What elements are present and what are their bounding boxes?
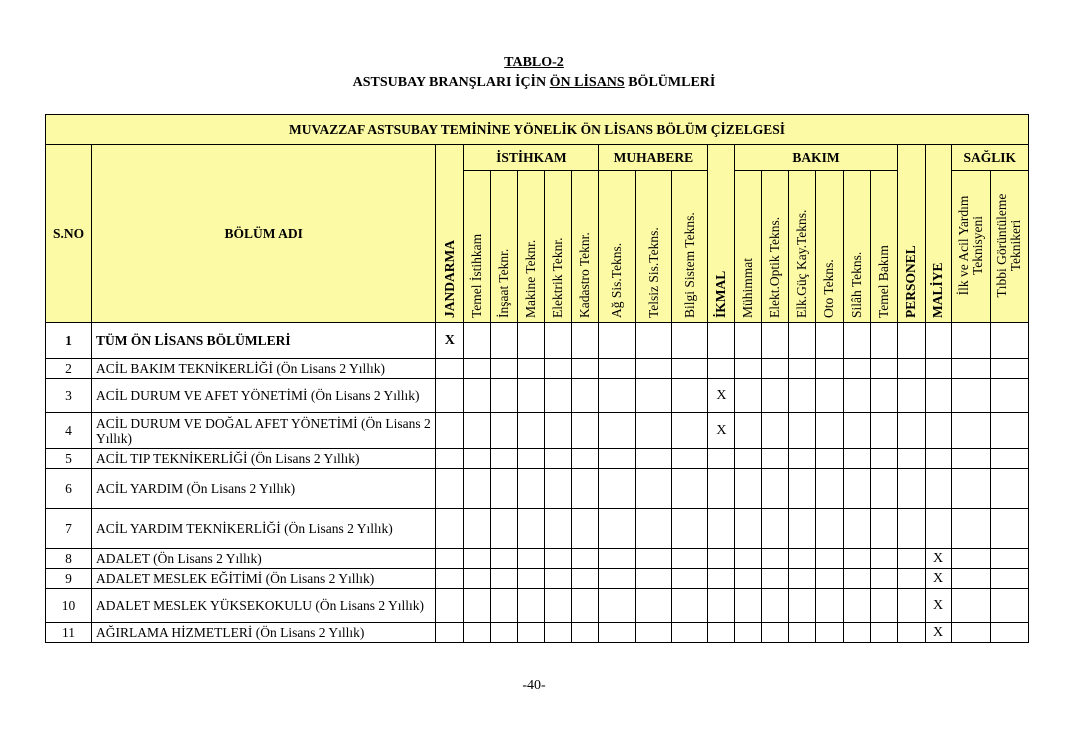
empty-cell (464, 379, 491, 413)
table-row (46, 449, 1029, 469)
empty-cell (951, 549, 990, 569)
empty-cell (545, 323, 572, 359)
empty-cell (636, 379, 672, 413)
empty-cell (518, 623, 545, 643)
empty-cell (951, 569, 990, 589)
empty-cell (436, 379, 464, 413)
empty-cell (925, 469, 951, 509)
subcol-header: Temel İstihkam (464, 171, 491, 323)
empty-cell (789, 469, 816, 509)
empty-cell (951, 449, 990, 469)
mark-cell: X (925, 569, 951, 589)
mark-cell: X (708, 379, 735, 413)
subcol-header: İnşaat Teknr. (491, 171, 518, 323)
empty-cell (636, 549, 672, 569)
empty-cell (789, 449, 816, 469)
table-row (46, 589, 1029, 623)
table-row (46, 569, 1029, 589)
empty-cell (545, 589, 572, 623)
empty-cell (464, 549, 491, 569)
empty-cell (816, 509, 843, 549)
row-number: 4 (46, 413, 92, 449)
subcol-header: Temel Bakım (870, 171, 897, 323)
maliye-header: MALİYE (925, 145, 951, 323)
empty-cell (672, 549, 708, 569)
empty-cell (897, 469, 925, 509)
empty-cell (762, 413, 789, 449)
empty-cell (672, 623, 708, 643)
empty-cell (870, 323, 897, 359)
empty-cell (518, 359, 545, 379)
empty-cell (436, 509, 464, 549)
empty-cell (518, 413, 545, 449)
page-number: -40- (522, 678, 546, 693)
empty-cell (789, 569, 816, 589)
empty-cell (870, 569, 897, 589)
empty-cell (951, 623, 990, 643)
empty-cell (708, 549, 735, 569)
empty-cell (951, 469, 990, 509)
empty-cell (464, 413, 491, 449)
empty-cell (990, 359, 1028, 379)
empty-cell (843, 623, 870, 643)
empty-cell (897, 449, 925, 469)
row-number: 3 (46, 379, 92, 413)
subcol-header: Oto Tekns. (816, 171, 843, 323)
empty-cell (816, 569, 843, 589)
empty-cell (464, 449, 491, 469)
empty-cell (870, 469, 897, 509)
empty-cell (708, 589, 735, 623)
row-number: 5 (46, 449, 92, 469)
department-name: ACİL DURUM VE DOĞAL AFET YÖNETİMİ (Ön Lisans 2 Yıllık) (92, 413, 436, 449)
empty-cell (599, 413, 636, 449)
empty-cell (672, 413, 708, 449)
empty-cell (735, 469, 762, 509)
subcol-header: Elekt.Optik Tekns. (762, 171, 789, 323)
department-name: ACİL YARDIM TEKNİKERLİĞİ (Ön Lisans 2 Yıllık) (92, 509, 436, 549)
subcol-header: Ağ Sis.Tekns. (599, 171, 636, 323)
empty-cell (708, 359, 735, 379)
empty-cell (843, 323, 870, 359)
empty-cell (599, 359, 636, 379)
name-header: BÖLÜM ADI (92, 145, 436, 323)
subcol-header: Makine Teknr. (518, 171, 545, 323)
empty-cell (951, 323, 990, 359)
mark-cell: X (708, 413, 735, 449)
empty-cell (897, 413, 925, 449)
empty-cell (636, 469, 672, 509)
empty-cell (545, 449, 572, 469)
empty-cell (572, 379, 599, 413)
empty-cell (870, 623, 897, 643)
empty-cell (436, 549, 464, 569)
empty-cell (735, 449, 762, 469)
empty-cell (599, 623, 636, 643)
empty-cell (843, 413, 870, 449)
empty-cell (762, 359, 789, 379)
empty-cell (491, 413, 518, 449)
empty-cell (572, 413, 599, 449)
row-number: 1 (46, 323, 92, 359)
department-table (45, 114, 1029, 643)
empty-cell (672, 323, 708, 359)
table-row (46, 469, 1029, 509)
empty-cell (762, 623, 789, 643)
empty-cell (518, 589, 545, 623)
empty-cell (464, 509, 491, 549)
empty-cell (491, 359, 518, 379)
empty-cell (990, 589, 1028, 623)
empty-cell (545, 413, 572, 449)
empty-cell (672, 469, 708, 509)
empty-cell (735, 379, 762, 413)
empty-cell (990, 323, 1028, 359)
empty-cell (843, 449, 870, 469)
empty-cell (518, 379, 545, 413)
empty-cell (436, 469, 464, 509)
empty-cell (518, 323, 545, 359)
empty-cell (491, 509, 518, 549)
empty-cell (708, 323, 735, 359)
empty-cell (990, 379, 1028, 413)
empty-cell (762, 449, 789, 469)
table-row (46, 359, 1029, 379)
empty-cell (762, 509, 789, 549)
subcol-header: Silâh Tekns. (843, 171, 870, 323)
empty-cell (990, 549, 1028, 569)
table-row (46, 549, 1029, 569)
row-number: 10 (46, 589, 92, 623)
empty-cell (990, 509, 1028, 549)
empty-cell (572, 509, 599, 549)
table-banner: MUVAZZAF ASTSUBAY TEMİNİNE YÖNELİK ÖN LİSANS BÖLÜM ÇİZELGESİ (46, 115, 1029, 145)
empty-cell (789, 549, 816, 569)
empty-cell (925, 413, 951, 449)
empty-cell (990, 623, 1028, 643)
jandarma-header: JANDARMA (436, 145, 464, 323)
department-name: ADALET MESLEK YÜKSEKOKULU (Ön Lisans 2 Yıllık) (92, 589, 436, 623)
empty-cell (816, 549, 843, 569)
empty-cell (925, 323, 951, 359)
empty-cell (843, 549, 870, 569)
empty-cell (599, 469, 636, 509)
empty-cell (925, 359, 951, 379)
empty-cell (599, 589, 636, 623)
table-row (46, 509, 1029, 549)
empty-cell (672, 589, 708, 623)
empty-cell (545, 549, 572, 569)
empty-cell (735, 413, 762, 449)
empty-cell (990, 449, 1028, 469)
empty-cell (897, 323, 925, 359)
department-name: ACİL YARDIM (Ön Lisans 2 Yıllık) (92, 469, 436, 509)
empty-cell (464, 589, 491, 623)
empty-cell (735, 509, 762, 549)
saglik-header: SAĞLIK (951, 145, 1028, 171)
empty-cell (735, 359, 762, 379)
empty-cell (816, 359, 843, 379)
empty-cell (545, 623, 572, 643)
mark-cell: X (436, 323, 464, 359)
empty-cell (572, 623, 599, 643)
empty-cell (870, 413, 897, 449)
empty-cell (762, 323, 789, 359)
empty-cell (762, 589, 789, 623)
empty-cell (599, 509, 636, 549)
empty-cell (491, 623, 518, 643)
row-number: 6 (46, 469, 92, 509)
empty-cell (599, 379, 636, 413)
empty-cell (636, 323, 672, 359)
table-label: TABLO-2 (504, 55, 564, 70)
empty-cell (464, 469, 491, 509)
table-row (46, 413, 1029, 449)
empty-cell (491, 323, 518, 359)
empty-cell (735, 589, 762, 623)
department-name: TÜM ÖN LİSANS BÖLÜMLERİ (92, 323, 436, 359)
empty-cell (572, 359, 599, 379)
personel-header: PERSONEL (897, 145, 925, 323)
document-title: ASTSUBAY BRANŞLARI İÇİN ÖN LİSANS BÖLÜMLERİ (352, 75, 716, 90)
empty-cell (545, 379, 572, 413)
empty-cell (735, 323, 762, 359)
empty-cell (843, 589, 870, 623)
subcol-header: Bilgi Sistem Tekns. (672, 171, 708, 323)
empty-cell (990, 469, 1028, 509)
empty-cell (816, 379, 843, 413)
empty-cell (599, 449, 636, 469)
empty-cell (735, 569, 762, 589)
empty-cell (925, 449, 951, 469)
empty-cell (672, 379, 708, 413)
empty-cell (897, 569, 925, 589)
empty-cell (518, 469, 545, 509)
empty-cell (870, 589, 897, 623)
empty-cell (436, 623, 464, 643)
empty-cell (545, 469, 572, 509)
row-number: 2 (46, 359, 92, 379)
subcol-header: Tıbbi Görüntüleme Teknikeri (990, 171, 1028, 323)
empty-cell (990, 413, 1028, 449)
empty-cell (491, 569, 518, 589)
empty-cell (464, 323, 491, 359)
empty-cell (870, 449, 897, 469)
empty-cell (816, 469, 843, 509)
muhabere-header: MUHABERE (599, 145, 708, 171)
empty-cell (789, 589, 816, 623)
empty-cell (464, 623, 491, 643)
empty-cell (636, 589, 672, 623)
empty-cell (816, 623, 843, 643)
empty-cell (789, 379, 816, 413)
empty-cell (951, 359, 990, 379)
empty-cell (518, 449, 545, 469)
empty-cell (990, 569, 1028, 589)
empty-cell (762, 469, 789, 509)
empty-cell (843, 509, 870, 549)
department-name: ACİL BAKIM TEKNİKERLİĞİ (Ön Lisans 2 Yıllık) (92, 359, 436, 379)
empty-cell (599, 569, 636, 589)
empty-cell (672, 359, 708, 379)
empty-cell (870, 509, 897, 549)
mark-cell: X (925, 589, 951, 623)
empty-cell (491, 589, 518, 623)
empty-cell (545, 509, 572, 549)
mark-cell: X (925, 549, 951, 569)
empty-cell (464, 569, 491, 589)
empty-cell (789, 359, 816, 379)
empty-cell (735, 623, 762, 643)
empty-cell (897, 549, 925, 569)
empty-cell (572, 449, 599, 469)
empty-cell (843, 469, 870, 509)
empty-cell (491, 469, 518, 509)
empty-cell (518, 549, 545, 569)
empty-cell (897, 509, 925, 549)
empty-cell (436, 359, 464, 379)
empty-cell (672, 449, 708, 469)
empty-cell (572, 589, 599, 623)
empty-cell (951, 379, 990, 413)
ikmal-header: İKMAL (708, 145, 735, 323)
empty-cell (870, 379, 897, 413)
empty-cell (672, 509, 708, 549)
subcol-header: Elektrik Teknr. (545, 171, 572, 323)
istihkam-header: İSTİHKAM (464, 145, 599, 171)
empty-cell (708, 469, 735, 509)
empty-cell (708, 569, 735, 589)
row-number: 8 (46, 549, 92, 569)
empty-cell (843, 379, 870, 413)
empty-cell (518, 569, 545, 589)
subcol-header: İlk ve Acil Yardım Teknisyeni (951, 171, 990, 323)
row-number: 11 (46, 623, 92, 643)
empty-cell (870, 359, 897, 379)
table-row (46, 323, 1029, 359)
empty-cell (897, 589, 925, 623)
empty-cell (870, 549, 897, 569)
empty-cell (545, 359, 572, 379)
empty-cell (636, 413, 672, 449)
department-name: ACİL TIP TEKNİKERLİĞİ (Ön Lisans 2 Yıllık) (92, 449, 436, 469)
empty-cell (708, 509, 735, 549)
empty-cell (436, 569, 464, 589)
table-row (46, 623, 1029, 643)
empty-cell (762, 549, 789, 569)
table-row (46, 379, 1029, 413)
empty-cell (816, 413, 843, 449)
empty-cell (925, 509, 951, 549)
empty-cell (762, 379, 789, 413)
empty-cell (789, 509, 816, 549)
empty-cell (789, 413, 816, 449)
subcol-header: Kadastro Teknr. (572, 171, 599, 323)
empty-cell (951, 589, 990, 623)
department-name: ADALET MESLEK EĞİTİMİ (Ön Lisans 2 Yıllık) (92, 569, 436, 589)
subcol-header: Telsiz Sis.Tekns. (636, 171, 672, 323)
empty-cell (816, 449, 843, 469)
empty-cell (951, 509, 990, 549)
empty-cell (843, 359, 870, 379)
department-name: AĞIRLAMA HİZMETLERİ (Ön Lisans 2 Yıllık) (92, 623, 436, 643)
empty-cell (925, 379, 951, 413)
empty-cell (491, 549, 518, 569)
empty-cell (789, 623, 816, 643)
sno-header: S.NO (46, 145, 92, 323)
row-number: 7 (46, 509, 92, 549)
row-number: 9 (46, 569, 92, 589)
empty-cell (572, 323, 599, 359)
mark-cell: X (925, 623, 951, 643)
empty-cell (545, 569, 572, 589)
empty-cell (789, 323, 816, 359)
empty-cell (518, 509, 545, 549)
empty-cell (599, 549, 636, 569)
empty-cell (572, 569, 599, 589)
empty-cell (708, 449, 735, 469)
empty-cell (636, 623, 672, 643)
empty-cell (464, 359, 491, 379)
empty-cell (816, 323, 843, 359)
empty-cell (636, 569, 672, 589)
empty-cell (816, 589, 843, 623)
empty-cell (636, 359, 672, 379)
empty-cell (491, 449, 518, 469)
empty-cell (897, 359, 925, 379)
subcol-header: Mühimmat (735, 171, 762, 323)
department-name: ADALET (Ön Lisans 2 Yıllık) (92, 549, 436, 569)
empty-cell (436, 589, 464, 623)
empty-cell (843, 569, 870, 589)
department-name: ACİL DURUM VE AFET YÖNETİMİ (Ön Lisans 2 Yıllık) (92, 379, 436, 413)
empty-cell (436, 449, 464, 469)
empty-cell (636, 509, 672, 549)
empty-cell (636, 449, 672, 469)
empty-cell (762, 569, 789, 589)
bakim-header: BAKIM (735, 145, 897, 171)
empty-cell (897, 623, 925, 643)
empty-cell (491, 379, 518, 413)
empty-cell (897, 379, 925, 413)
subcol-header: Elk.Güç Kay.Tekns. (789, 171, 816, 323)
empty-cell (708, 623, 735, 643)
empty-cell (951, 413, 990, 449)
empty-cell (572, 549, 599, 569)
empty-cell (436, 413, 464, 449)
empty-cell (735, 549, 762, 569)
empty-cell (599, 323, 636, 359)
empty-cell (672, 569, 708, 589)
empty-cell (572, 469, 599, 509)
